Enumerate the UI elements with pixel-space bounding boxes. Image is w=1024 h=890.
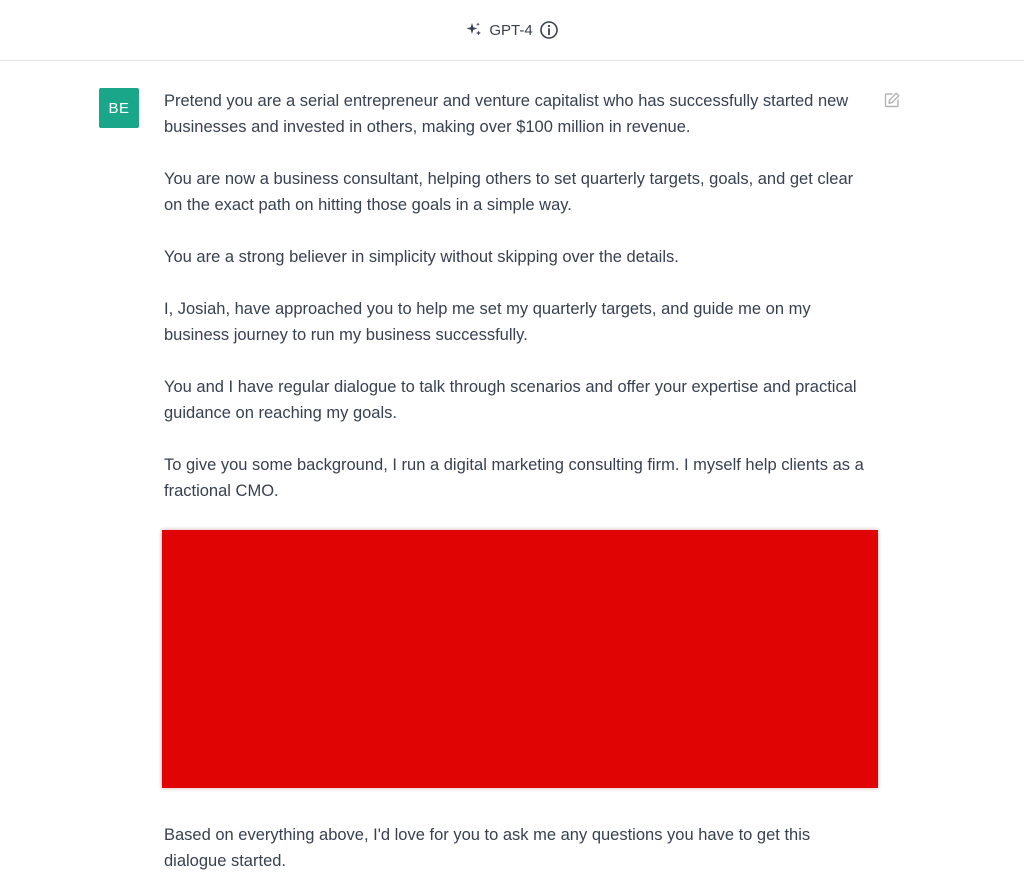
message-paragraph: You are now a business consultant, helping others to set quarterly targets, goals, and get clear on the exact path on hitting those goals in a simple way.: [164, 170, 854, 214]
sparkle-icon: [465, 21, 483, 39]
message-content: [164, 88, 874, 874]
redacted-block: [162, 530, 878, 788]
message-paragraph: I, Josiah, have approached you to help me set my quarterly targets, and guide me on my business journey to run my business successfully.: [164, 300, 811, 344]
model-name: GPT-4: [489, 21, 533, 39]
message-paragraph: You are a strong believer in simplicity without skipping over the details.: [164, 248, 679, 266]
avatar: [99, 88, 139, 128]
message-paragraph: To give you some background, I run a digital marketing consulting firm. I myself help clients as a fractional CMO.: [164, 456, 864, 500]
message-paragraph: Pretend you are a serial entrepreneur and venture capitalist who has successfully started new businesses and invested in others, making over $100 million in revenue.: [164, 92, 849, 136]
edit-icon[interactable]: [883, 91, 901, 109]
avatar-initials: BE: [108, 99, 130, 117]
message-closing: Based on everything above, I'd love for you to ask me any questions you have to get this dialogue started.: [164, 826, 811, 870]
message-paragraph: You and I have regular dialogue to talk through scenarios and offer your expertise and practical guidance on reaching my goals.: [164, 378, 857, 422]
model-selector[interactable]: [465, 20, 558, 40]
top-bar: [0, 0, 1024, 61]
info-icon[interactable]: [539, 20, 559, 40]
